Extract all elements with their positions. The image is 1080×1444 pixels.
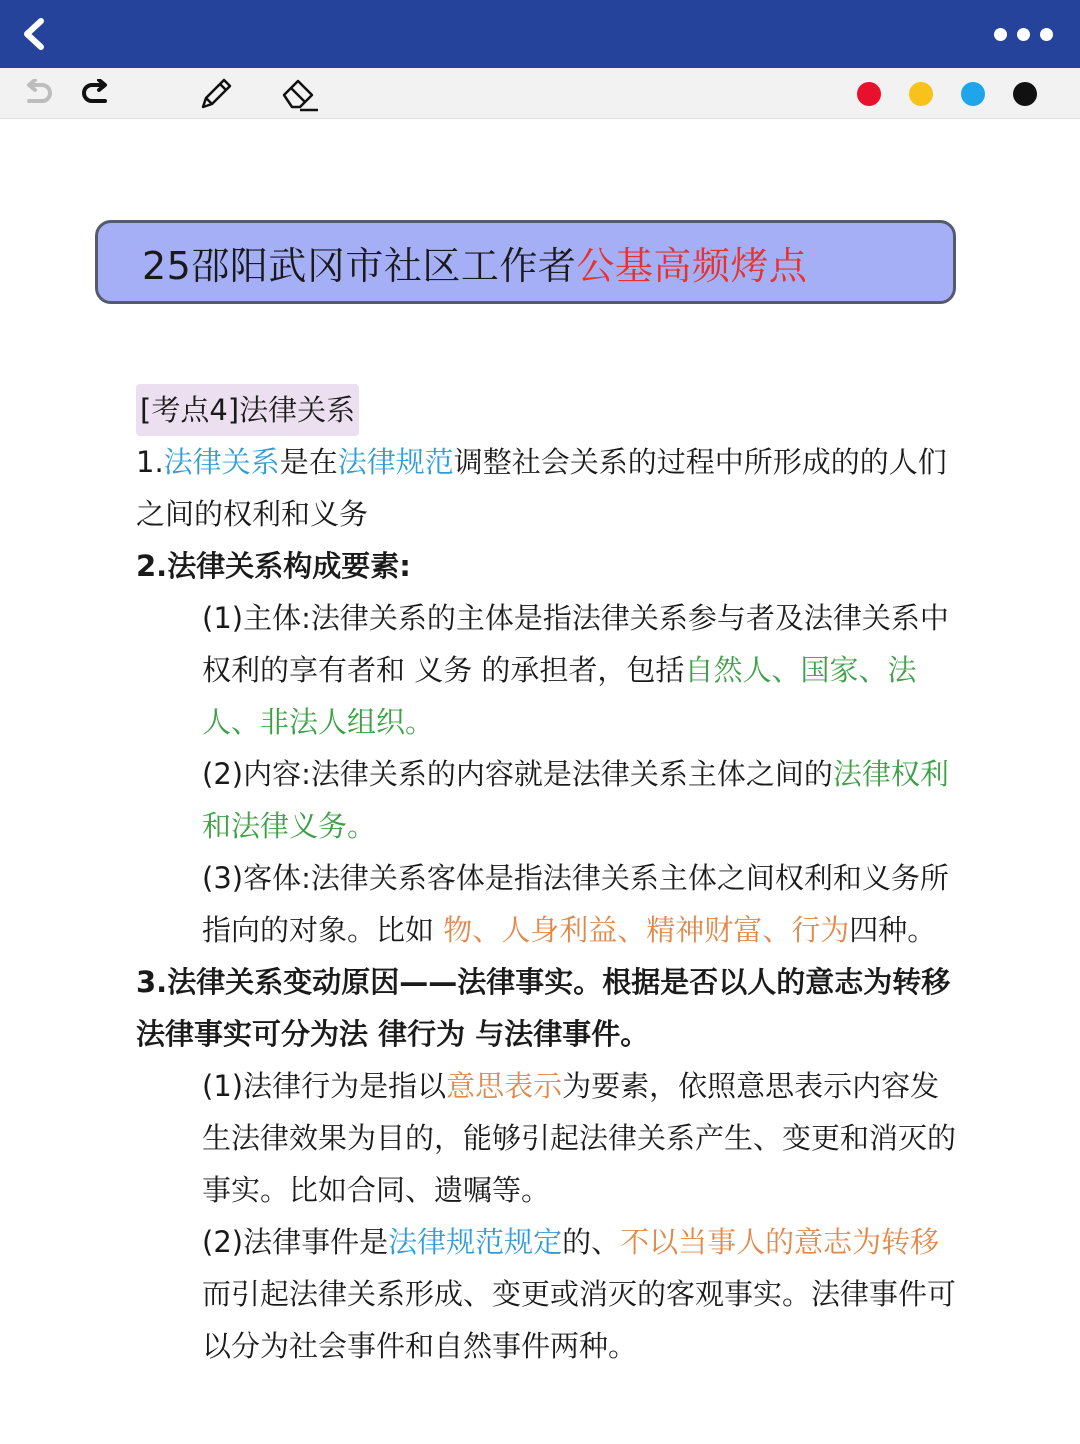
- redo-button[interactable]: [76, 74, 116, 114]
- more-button[interactable]: [978, 0, 1068, 68]
- back-button[interactable]: [4, 0, 64, 68]
- paragraph-7: (1)法律行为是指以意思表示为要素，依照意思表示内容发生法律效果为目的，能够引起法律关系产生、变更和消灭的事实。比如合同、遗嘱等。: [202, 1069, 957, 1207]
- paragraph-2: 2.法律关系构成要素:: [136, 549, 411, 583]
- note-content: [136, 384, 966, 1372]
- banner-title-highlight: 公基高频烤点: [576, 243, 808, 288]
- undo-icon: [21, 79, 55, 109]
- drawing-toolbar: [0, 68, 1080, 119]
- paragraph-5: (3)客体:法律关系客体是指法律关系主体之间权利和义务所指向的对象。比如 物、人身利益、精神财富、行为四种。: [202, 861, 949, 947]
- paragraph-1: 1.法律关系是在法律规范调整社会关系的过程中所形成的的人们之间的权利和义务: [136, 445, 947, 531]
- section-heading: [136, 384, 966, 436]
- color-swatch-yellow[interactable]: [909, 82, 933, 106]
- undo-button[interactable]: [18, 74, 58, 114]
- pencil-button[interactable]: [196, 74, 236, 114]
- eraser-icon: [280, 75, 320, 113]
- heading-tag: [考点4]法律关系: [136, 384, 359, 436]
- color-swatch-black[interactable]: [1013, 82, 1037, 106]
- pencil-icon: [197, 75, 235, 113]
- paragraph-3: (1)主体:法律关系的主体是指法律关系参与者及法律关系中权利的享有者和 义务 的承担者，包括自然人、国家、法人、非法人组织。: [202, 601, 949, 739]
- paragraph-4: (2)内容:法律关系的内容就是法律关系主体之间的法律权利和法律义务。: [202, 757, 949, 843]
- more-dots-icon: [1040, 28, 1053, 41]
- more-dots-icon: [994, 28, 1007, 41]
- app-header: [0, 0, 1080, 68]
- paragraph-8: (2)法律事件是法律规范规定的、不以当事人的意志为转移而引起法律关系形成、变更或消灭的客观事实。法律事件可以分为社会事件和自然事件两种。: [202, 1225, 957, 1363]
- more-dots-icon: [1017, 28, 1030, 41]
- paragraph-6: 3.法律关系变动原因——法律事实。根据是否以人的意志为转移法律事实可分为法 律行为 与法律事件。: [136, 965, 951, 1051]
- title-banner: [95, 220, 956, 304]
- color-swatch-blue[interactable]: [961, 82, 985, 106]
- redo-icon: [79, 79, 113, 109]
- color-swatch-red[interactable]: [857, 82, 881, 106]
- eraser-button[interactable]: [280, 74, 320, 114]
- chevron-left-icon: [17, 17, 51, 51]
- banner-title: 25邵阳武冈市社区工作者公基高频烤点: [142, 243, 808, 288]
